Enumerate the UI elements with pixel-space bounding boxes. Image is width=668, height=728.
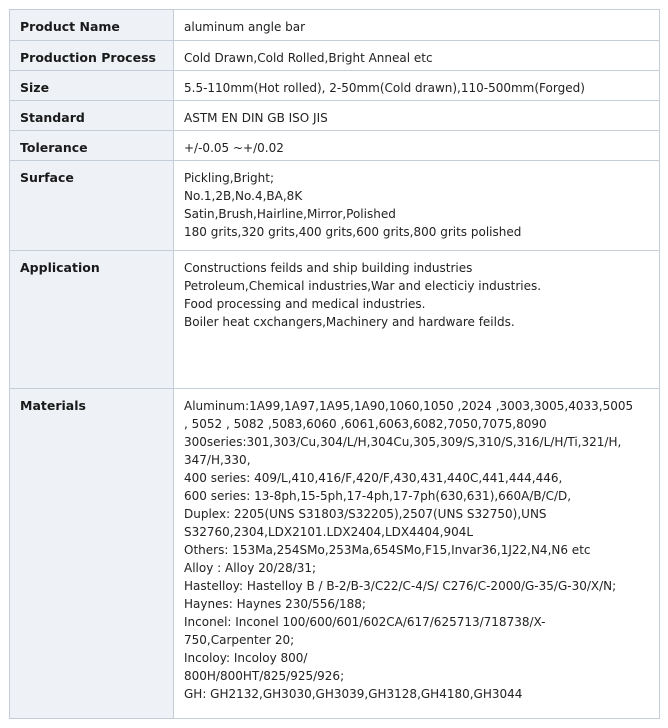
row-value xyxy=(174,161,660,251)
row-value-line: Duplex: 2205(UNS S31803/S32205),2507(UNS S32750),UNS xyxy=(184,507,547,521)
row-value-line: No.1,2B,No.4,BA,8K xyxy=(184,189,303,203)
table-row xyxy=(10,71,660,101)
row-label-text: Production Process xyxy=(20,50,156,65)
row-value-line: 300series:301,303/Cu,304/L/H,304Cu,305,309/S,310/S,316/L/H/Ti,321/H, xyxy=(184,435,622,449)
table-row xyxy=(10,10,660,41)
row-value xyxy=(174,101,660,131)
table-row xyxy=(10,161,660,251)
table-row xyxy=(10,41,660,71)
row-value-line: Inconel: Inconel 100/600/601/602CA/617/625713/718738/X- xyxy=(184,615,546,629)
row-value xyxy=(174,389,660,719)
row-value-text: ASTM EN DIN GB ISO JIS xyxy=(184,111,328,125)
row-label xyxy=(10,389,174,719)
row-value-line: 180 grits,320 grits,400 grits,600 grits,800 grits polished xyxy=(184,225,522,239)
row-value-line: 600 series: 13-8ph,15-5ph,17-4ph,17-7ph(630,631),660A/B/C/D, xyxy=(184,489,572,503)
row-value-text: aluminum angle bar xyxy=(184,20,306,34)
row-value-line: Petroleum,Chemical industries,War and electiciy industries. xyxy=(184,279,542,293)
row-value-line: Food processing and medical industries. xyxy=(184,297,426,311)
row-label-text: Materials xyxy=(20,398,86,413)
row-value xyxy=(174,41,660,71)
row-value-line: Satin,Brush,Hairline,Mirror,Polished xyxy=(184,207,396,221)
row-value-line: Hastelloy: Hastelloy B / B-2/B-3/C22/C-4/S/ C276/C-2000/G-35/G-30/X/N; xyxy=(184,579,617,593)
row-value xyxy=(174,131,660,161)
row-value xyxy=(174,71,660,101)
row-label-text: Application xyxy=(20,260,100,275)
row-value-line: , 5052 , 5082 ,5083,6060 ,6061,6063,6082,7050,7075,8090 xyxy=(184,417,547,431)
table-row xyxy=(10,101,660,131)
table-row xyxy=(10,389,660,719)
row-value-line: Haynes: Haynes 230/556/188; xyxy=(184,597,366,611)
row-value-line: GH: GH2132,GH3030,GH3039,GH3128,GH4180,GH3044 xyxy=(184,687,523,701)
table-row xyxy=(10,251,660,389)
row-label-text: Product Name xyxy=(20,19,120,34)
row-value-text: Cold Drawn,Cold Rolled,Bright Anneal etc xyxy=(184,51,433,65)
row-value-line: Alloy : Alloy 20/28/31; xyxy=(184,561,317,575)
row-label-text: Size xyxy=(20,80,50,95)
row-value-line: Boiler heat cxchangers,Machinery and hardware feilds. xyxy=(184,315,515,329)
row-value-line: Constructions feilds and ship building industries xyxy=(184,261,473,275)
row-label xyxy=(10,41,174,71)
row-label xyxy=(10,10,174,41)
row-label-text: Tolerance xyxy=(20,140,88,155)
row-label xyxy=(10,71,174,101)
row-value-line: S32760,2304,LDX2101.LDX2404,LDX4404,904L xyxy=(184,525,474,539)
spec-table xyxy=(9,9,660,719)
row-label-text: Surface xyxy=(20,170,74,185)
row-label xyxy=(10,161,174,251)
row-value-line: Incoloy: Incoloy 800/ xyxy=(184,651,308,665)
row-value-line: Pickling,Bright; xyxy=(184,171,275,185)
row-value-line: 750,Carpenter 20; xyxy=(184,633,295,647)
row-value-text: +/-0.05 ~+/0.02 xyxy=(184,141,284,155)
row-label-text: Standard xyxy=(20,110,85,125)
row-value-line: 347/H,330, xyxy=(184,453,251,467)
row-label xyxy=(10,131,174,161)
row-value xyxy=(174,10,660,41)
row-label xyxy=(10,101,174,131)
row-value-line: Aluminum:1A99,1A97,1A95,1A90,1060,1050 ,2024 ,3003,3005,4033,5005 xyxy=(184,399,634,413)
table-row xyxy=(10,131,660,161)
row-value-text: 5.5-110mm(Hot rolled), 2-50mm(Cold drawn),110-500mm(Forged) xyxy=(184,81,585,95)
row-value-line: 400 series: 409/L,410,416/F,420/F,430,431,440C,441,444,446, xyxy=(184,471,563,485)
row-value-line: 800H/800HT/825/925/926; xyxy=(184,669,345,683)
row-value-line: Others: 153Ma,254SMo,253Ma,654SMo,F15,Invar36,1J22,N4,N6 etc xyxy=(184,543,591,557)
row-value xyxy=(174,251,660,389)
row-label xyxy=(10,251,174,389)
